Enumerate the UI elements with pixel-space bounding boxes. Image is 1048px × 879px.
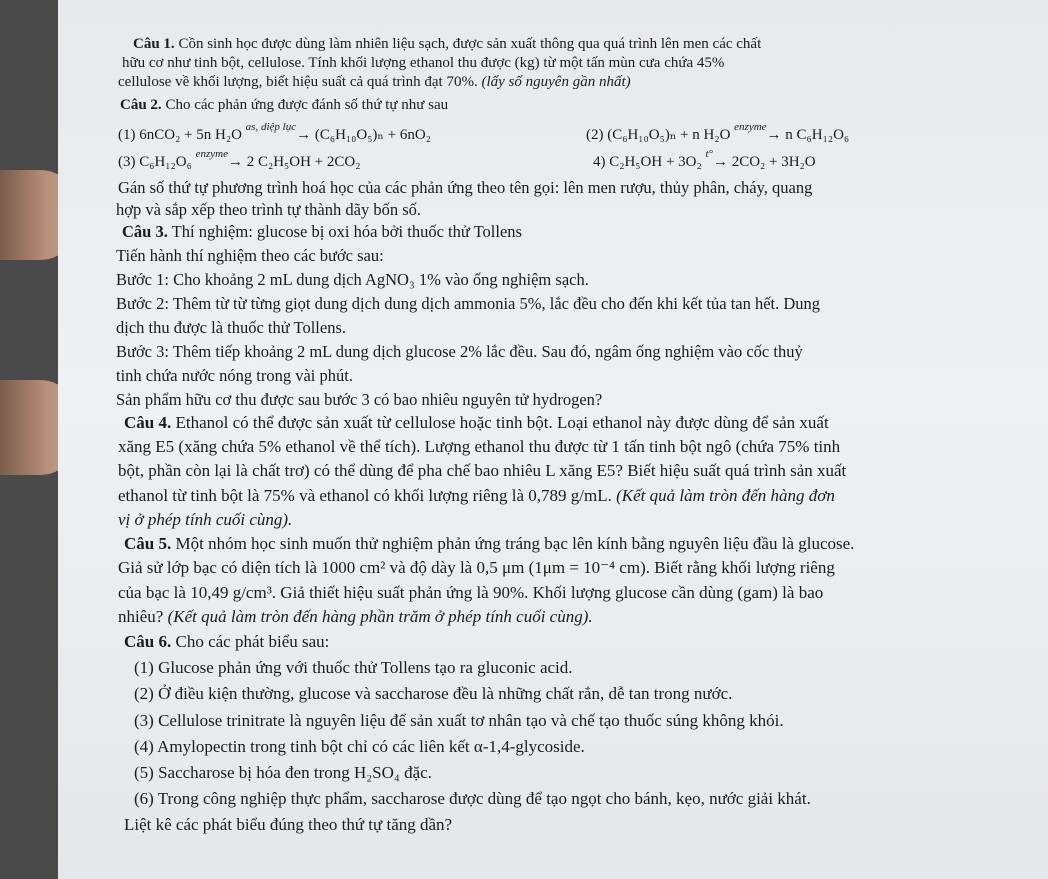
q1-label: Câu 1.	[133, 36, 175, 52]
q1-line3: cellulose về khối lượng, biết hiệu suất cả quá trình đạt 70%. (lấy số nguyên gần nhất)	[118, 74, 631, 90]
q4-line2: xăng E5 (xăng chứa 5% ethanol về thể tích). Lượng ethanol thu được từ 1 tấn tinh bột ngô (chứa 75% tinh	[118, 437, 841, 456]
q6-item-1: (1) Glucose phản ứng với thuốc thử Tollens tạo ra gluconic acid.	[134, 658, 573, 677]
q2-reaction-2: (2) (C₆H₁₀O₅)ₙ + n H₂O $^{enzyme}$→ n C₆H₁₂O₆	[586, 121, 850, 143]
q3-step3: Bước 3: Thêm tiếp khoảng 2 mL dung dịch glucose 2% lắc đều. Sau đó, ngâm ống nghiệm vào cốc thuỷ	[116, 342, 803, 361]
q2-line1: Gán số thứ tự phương trình hoá học của các phản ứng theo tên gọi: lên men rượu, thủy phân, cháy, quang	[118, 178, 813, 197]
q4-line3: bột, phần còn lại là chất trơ) có thể dùng để pha chế bao nhiêu L xăng E5? Biết hiệu suất quá trình sản xuất	[118, 461, 847, 480]
q6-item-4: (4) Amylopectin trong tinh bột chỉ có các liên kết α-1,4-glycoside.	[134, 737, 585, 756]
q3-step3-cont: tinh chứa nước nóng trong vài phút.	[116, 366, 353, 385]
q5-line1: Câu 5. Một nhóm học sinh muốn thử nghiệm phản ứng tráng bạc lên kính bằng nguyên liệu đầu là glucose.	[124, 534, 855, 553]
q4-line1: Câu 4. Ethanol có thể được sản xuất từ cellulose hoặc tinh bột. Loại ethanol này được dùng để sản xuất	[124, 413, 829, 432]
q1-line1: Câu 1. Cồn sinh học được dùng làm nhiên liệu sạch, được sản xuất thông qua quá trình lên men các chất	[133, 36, 762, 52]
q3-title: Câu 3. Thí nghiệm: glucose bị oxi hóa bởi thuốc thử Tollens	[122, 222, 522, 241]
q2-reaction-3: (3) C₆H₁₂O₆ $^{enzyme}$→ 2 C₂H₅OH + 2CO₂	[118, 148, 361, 170]
q6-item-6: (6) Trong công nghiệp thực phẩm, saccharose được dùng để tạo ngọt cho bánh, kẹo, nước giải khát.	[134, 789, 811, 808]
q4-line4: ethanol từ tinh bột là 75% và ethanol có khối lượng riêng là 0,789 g/mL. (Kết quả làm tròn đến hàng đơn	[118, 486, 835, 505]
q1-line2: hữu cơ như tinh bột, cellulose. Tính khối lượng ethanol thu được (kg) từ một tấn mùn cưa chứa 45%	[122, 55, 725, 71]
q5-line4: nhiêu? (Kết quả làm tròn đến hàng phần trăm ở phép tính cuối cùng).	[118, 607, 593, 626]
q6-label: Câu 6.	[124, 632, 172, 651]
q2-reaction-1: (1) 6nCO₂ + 5n H₂O $^{as, diệp lục}$→ (C₆H₁₀O₅)ₙ + 6nO₂	[118, 121, 431, 143]
q2-label: Câu 2.	[120, 97, 162, 113]
q3-step1: Bước 1: Cho khoảng 2 mL dung dịch AgNO₃ 1% vào ống nghiệm sạch.	[116, 270, 589, 289]
q6-intro: Câu 6. Cho các phát biểu sau:	[124, 632, 330, 651]
q3-step2-cont: dịch thu được là thuốc thử Tollens.	[116, 318, 346, 337]
q5-label: Câu 5.	[124, 534, 172, 553]
q5-line2: Giả sử lớp bạc có diện tích là 1000 cm² và độ dày là 0,5 μm (1μm = 10⁻⁴ cm). Biết rằng khối lượng riêng	[118, 558, 835, 577]
q3-line1: Tiến hành thí nghiệm theo các bước sau:	[116, 246, 384, 265]
q3-step2: Bước 2: Thêm từ từ từng giọt dung dịch dung dịch ammonia 5%, lắc đều cho đến khi kết tủa tan hết. Dung	[116, 294, 821, 313]
q2-reaction-4: 4) C₂H₅OH + 3O₂ $^{t^\circ}$→ 2CO₂ + 3H₂O	[593, 148, 816, 170]
q6-item-5: (5) Saccharose bị hóa đen trong H₂SO₄ đặc.	[134, 763, 432, 782]
q2-line2: hợp và sắp xếp theo trình tự thành dãy bốn số.	[116, 200, 421, 219]
q3-label: Câu 3.	[122, 222, 168, 241]
q6-item-3: (3) Cellulose trinitrate là nguyên liệu để sản xuất tơ nhân tạo và chế tạo thuốc súng không khói.	[134, 711, 784, 730]
q6-question: Liệt kê các phát biểu đúng theo thứ tự tăng dần?	[124, 815, 453, 834]
q2-intro: Câu 2. Cho các phản ứng được đánh số thứ tự như sau	[120, 97, 449, 113]
q4-label: Câu 4.	[124, 413, 172, 432]
q3-question: Sản phẩm hữu cơ thu được sau bước 3 có bao nhiêu nguyên tử hydrogen?	[116, 390, 603, 409]
worksheet-page	[58, 0, 1048, 879]
q5-line3: của bạc là 10,49 g/cm³. Giả thiết hiệu suất phản ứng là 90%. Khối lượng glucose cần dùng (gam) là bao	[118, 583, 824, 602]
q6-item-2: (2) Ở điều kiện thường, glucose và saccharose đều là những chất rắn, dễ tan trong nước.	[134, 684, 733, 703]
q4-line5: vị ở phép tính cuối cùng).	[118, 510, 293, 529]
